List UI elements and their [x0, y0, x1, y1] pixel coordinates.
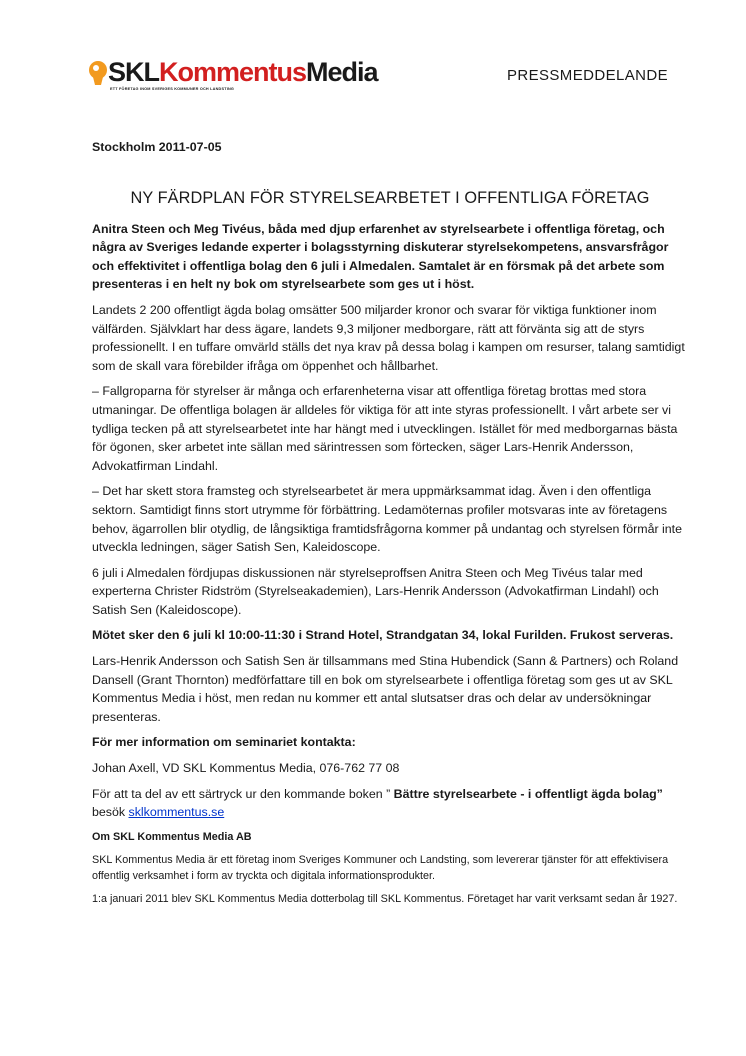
headline: NY FÄRDPLAN FÖR STYRELSEARBETET I OFFENTLIGA FÖRETAG	[130, 188, 650, 207]
about-paragraph: 1:a januari 2011 blev SKL Kommentus Media dotterbolag till SKL Kommentus. Företaget har varit verksamt sedan år 1927.	[92, 893, 678, 906]
book-title: Bättre styrelsearbete - i offentligt ägda bolag”	[393, 786, 663, 801]
body-paragraph: Landets 2 200 offentligt ägda bolag omsätter 500 miljarder kronor och svarar för viktiga funktioner inom välfärden. Självklart har dess ägare, landets 9,3 miljoner medborgare, rätt att förvänta sig att de styrs professionellt. I en tuffare omvärld ställs det nya krav på dessa bolag i kampen om resurser, talang samtidigt som de skall vara förebilder ifråga om öppenhet och hållbarhet.	[92, 302, 685, 373]
about-heading: Om SKL Kommentus Media AB	[92, 830, 252, 843]
document-type-label: PRESSMEDDELANDE	[506, 67, 668, 84]
logo-bulb-icon	[88, 60, 110, 88]
dateline: Stockholm 2011-07-05	[92, 140, 222, 154]
logo-part-media: Media	[306, 57, 378, 87]
contact-heading: För mer information om seminariet kontakta:	[92, 735, 356, 750]
reprint-text: För att ta del av ett särtryck ur den kommande boken ”	[92, 786, 394, 801]
logo-tagline: ETT FÖRETAG INOM SVERIGES KOMMUNER OCH LANDSTING	[110, 87, 235, 91]
website-link[interactable]: sklkommentus.se	[128, 805, 225, 820]
reprint-paragraph	[92, 785, 688, 822]
logo-wordmark	[108, 57, 378, 87]
body-paragraph: – Fallgroparna för styrelser är många och erfarenheterna visar att offentliga företag brottas med stora utmaningar. De offentliga bolagen är alldeles för viktiga för att inte styras professionellt. I vårt arbete ser vi tydliga tecken på att styrelsearbetet inte har hängt med i utvecklingen. Istället för med medborgarnas bästa för ögonen, sker arbetet inte sällan med särintressen som förtecken, säger Lars-Henrik Andersson, Advokatfirman Lindahl.	[92, 384, 678, 473]
visit-text: besök	[92, 805, 129, 820]
contact-line: Johan Axell, VD SKL Kommentus Media, 076-762 77 08	[92, 761, 400, 776]
body-paragraph: – Det har skett stora framsteg och styrelsearbetet är mera uppmärksammat idag. Även i den offentliga sektorn. Samtidigt finns stort utrymme för förbättring. Ledamöternas profiler motsvaras inte av företagens behov, ägarrollen blir otydlig, de långsiktiga framtidsfrågorna kommer på undantag och styrelsen förmår inte utveckla ledningen, säger Satish Sen, Kaleidoscope.	[92, 484, 683, 555]
logo-part-kommentus: Kommentus	[159, 57, 307, 87]
header	[88, 56, 668, 96]
body-paragraph: 6 juli i Almedalen fördjupas diskussionen när styrelseproffsen Anitra Steen och Meg Tivéus talar med experterna Christer Ridström (Styrelseakademien), Lars-Henrik Andersson (Advokatfirman Lindahl) och Satish Sen (Kaleidoscope).	[92, 565, 659, 617]
meeting-info: Mötet sker den 6 juli kl 10:00-11:30 i Strand Hotel, Strandgatan 34, lokal Furilden. Frukost serveras.	[92, 628, 674, 643]
company-logo	[88, 56, 388, 96]
lead-paragraph: Anitra Steen och Meg Tivéus, båda med djup erfarenhet av styrelsearbete i offentliga företag, och några av Sveriges ledande experter i bolagsstyrning diskuterar styrelsekompetens, ansvarsfrågor och effektivitet i offentliga bolag den 6 juli i Almedalen. Samtalet är en försmak på det arbete som presenteras i en helt ny bok om styrelsearbete som ges ut i höst.	[92, 221, 669, 292]
press-release-body	[92, 138, 688, 914]
logo-part-skl: SKL	[108, 57, 159, 87]
about-paragraph: SKL Kommentus Media är ett företag inom Sveriges Kommuner och Landsting, som levererar tjänster för att effektivisera offentlig verksamhet i form av tryckta och digitala informationsprodukter.	[92, 853, 669, 883]
authors-paragraph: Lars-Henrik Andersson och Satish Sen är tillsammans med Stina Hubendick (Sann & Partners) och Roland Dansell (Grant Thornton) medförfattare till en bok om styrelsearbete i offentliga företag som ges ut av SKL Kommentus Media i höst, men redan nu kommer ett antal slutsatser dras och delar av undersökningar presenteras.	[92, 654, 679, 724]
